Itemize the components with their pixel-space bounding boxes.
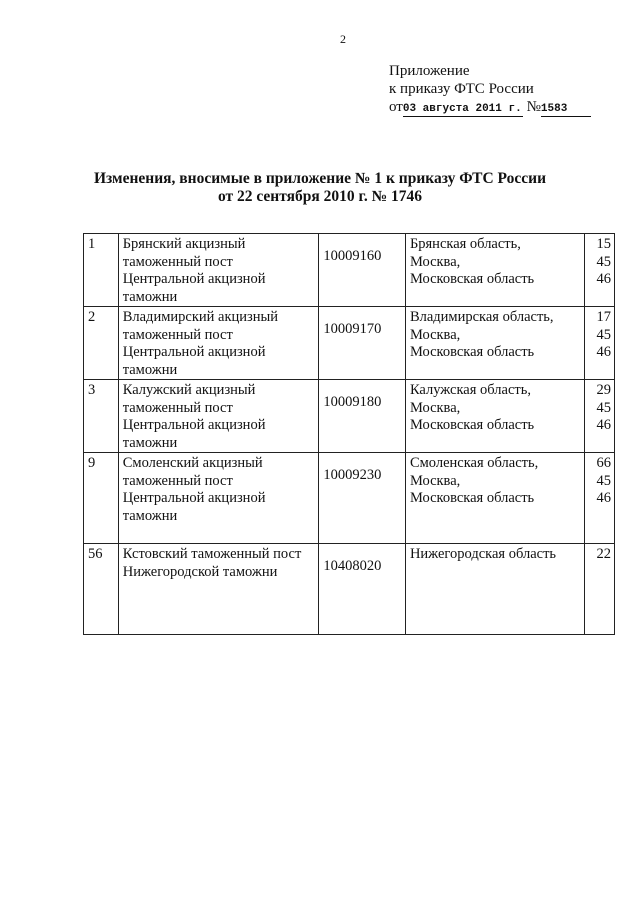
row-number: 3 xyxy=(88,382,96,398)
post-name-line: таможенный пост xyxy=(122,326,233,343)
region-code: 15 xyxy=(596,236,611,252)
post-code-cell xyxy=(319,453,406,544)
region-line: Московская область xyxy=(409,417,535,433)
post-code: 10009170 xyxy=(323,321,382,337)
order-number-prefix: № xyxy=(526,99,541,115)
region-cell xyxy=(405,307,584,380)
table-row xyxy=(84,453,615,544)
document-title xyxy=(0,170,640,206)
post-name-cell xyxy=(118,544,319,635)
order-date: 03 августа 2011 г. xyxy=(402,103,522,115)
region-line: Москва, xyxy=(409,399,461,416)
post-name-line: Кстовский таможенный пост xyxy=(122,546,302,562)
appendix-label: Приложение xyxy=(389,63,470,79)
region-codes-cell xyxy=(585,307,615,380)
table-row xyxy=(84,380,615,453)
title-line-2: от 22 сентября 2010 г. № 1746 xyxy=(217,188,423,205)
post-name-cell xyxy=(118,307,319,380)
changes-table xyxy=(83,233,615,635)
post-code: 10009160 xyxy=(323,248,382,264)
changes-table-body xyxy=(84,234,615,635)
post-name-line: Центральной акцизной xyxy=(122,417,266,433)
order-line xyxy=(389,98,591,117)
region-code: 45 xyxy=(596,253,611,270)
region-code: 66 xyxy=(596,455,611,471)
row-number: 1 xyxy=(88,236,96,252)
region-code: 45 xyxy=(596,399,611,416)
region-code: 45 xyxy=(596,326,611,343)
region-code: 46 xyxy=(596,271,611,287)
region-code: 46 xyxy=(596,490,611,506)
region-line: Московская область xyxy=(409,271,535,287)
region-code: 45 xyxy=(596,472,611,489)
row-number-cell xyxy=(84,453,119,544)
row-number: 2 xyxy=(88,309,96,325)
region-code: 22 xyxy=(596,546,611,562)
post-code-cell xyxy=(319,234,406,307)
post-name-line: таможни xyxy=(122,288,178,305)
region-line: Москва, xyxy=(409,326,461,343)
post-name-line: Центральной акцизной xyxy=(122,271,266,287)
post-name-line: Брянский акцизный xyxy=(122,236,246,252)
table-row xyxy=(84,307,615,380)
post-name-line: Владимирский акцизный xyxy=(122,309,278,325)
post-code-cell xyxy=(319,544,406,635)
region-line: Владимирская область, xyxy=(409,309,554,325)
table-row xyxy=(84,234,615,307)
post-name-line: Калужский акцизный xyxy=(122,382,256,398)
post-code: 10009180 xyxy=(323,394,382,410)
region-code: 46 xyxy=(596,344,611,360)
appendix-order-ref: к приказу ФТС России xyxy=(389,81,534,97)
region-line: Москва, xyxy=(409,472,461,489)
post-name-cell xyxy=(118,380,319,453)
post-code-cell xyxy=(319,307,406,380)
post-name-line: таможни xyxy=(122,507,178,524)
row-number-cell xyxy=(84,307,119,380)
post-name-line: таможни xyxy=(122,434,178,451)
post-name-cell xyxy=(118,234,319,307)
appendix-header xyxy=(389,62,591,117)
region-line: Нижегородская область xyxy=(409,546,557,562)
post-name-cell xyxy=(118,453,319,544)
post-code: 10009230 xyxy=(323,467,382,483)
order-prefix: от xyxy=(389,99,403,115)
post-name-line: таможенный пост xyxy=(122,399,233,416)
order-number: 1583 xyxy=(541,102,591,117)
region-code: 29 xyxy=(596,382,611,398)
post-name-line: Центральной акцизной xyxy=(122,490,266,506)
page-number: 2 xyxy=(340,32,346,46)
row-number-cell xyxy=(84,234,119,307)
region-code: 17 xyxy=(596,309,611,325)
post-name-line: Смоленский акцизный xyxy=(122,455,263,471)
region-line: Калужская область, xyxy=(409,382,531,398)
region-line: Смоленская область, xyxy=(409,455,539,471)
post-name-line: таможенный пост xyxy=(122,472,233,489)
row-number-cell xyxy=(84,380,119,453)
region-cell xyxy=(405,453,584,544)
region-codes-cell xyxy=(585,380,615,453)
region-line: Брянская область, xyxy=(409,236,521,252)
row-number-cell xyxy=(84,544,119,635)
table-row xyxy=(84,544,615,635)
region-cell xyxy=(405,380,584,453)
post-name-line: Центральной акцизной xyxy=(122,344,266,360)
row-number: 56 xyxy=(88,546,103,562)
region-cell xyxy=(405,234,584,307)
post-code: 10408020 xyxy=(323,558,382,574)
region-codes-cell xyxy=(585,234,615,307)
post-name-line: таможни xyxy=(122,361,178,378)
post-code-cell xyxy=(319,380,406,453)
title-line-1: Изменения, вносимые в приложение № 1 к приказу ФТС России xyxy=(93,170,547,187)
row-number: 9 xyxy=(88,455,96,471)
region-line: Московская область xyxy=(409,490,535,506)
region-cell xyxy=(405,544,584,635)
post-name-line: таможенный пост xyxy=(122,253,233,270)
region-codes-cell xyxy=(585,453,615,544)
region-line: Москва, xyxy=(409,253,461,270)
region-code: 46 xyxy=(596,417,611,433)
region-codes-cell xyxy=(585,544,615,635)
region-line: Московская область xyxy=(409,344,535,360)
post-name-line: Нижегородской таможни xyxy=(122,563,278,580)
